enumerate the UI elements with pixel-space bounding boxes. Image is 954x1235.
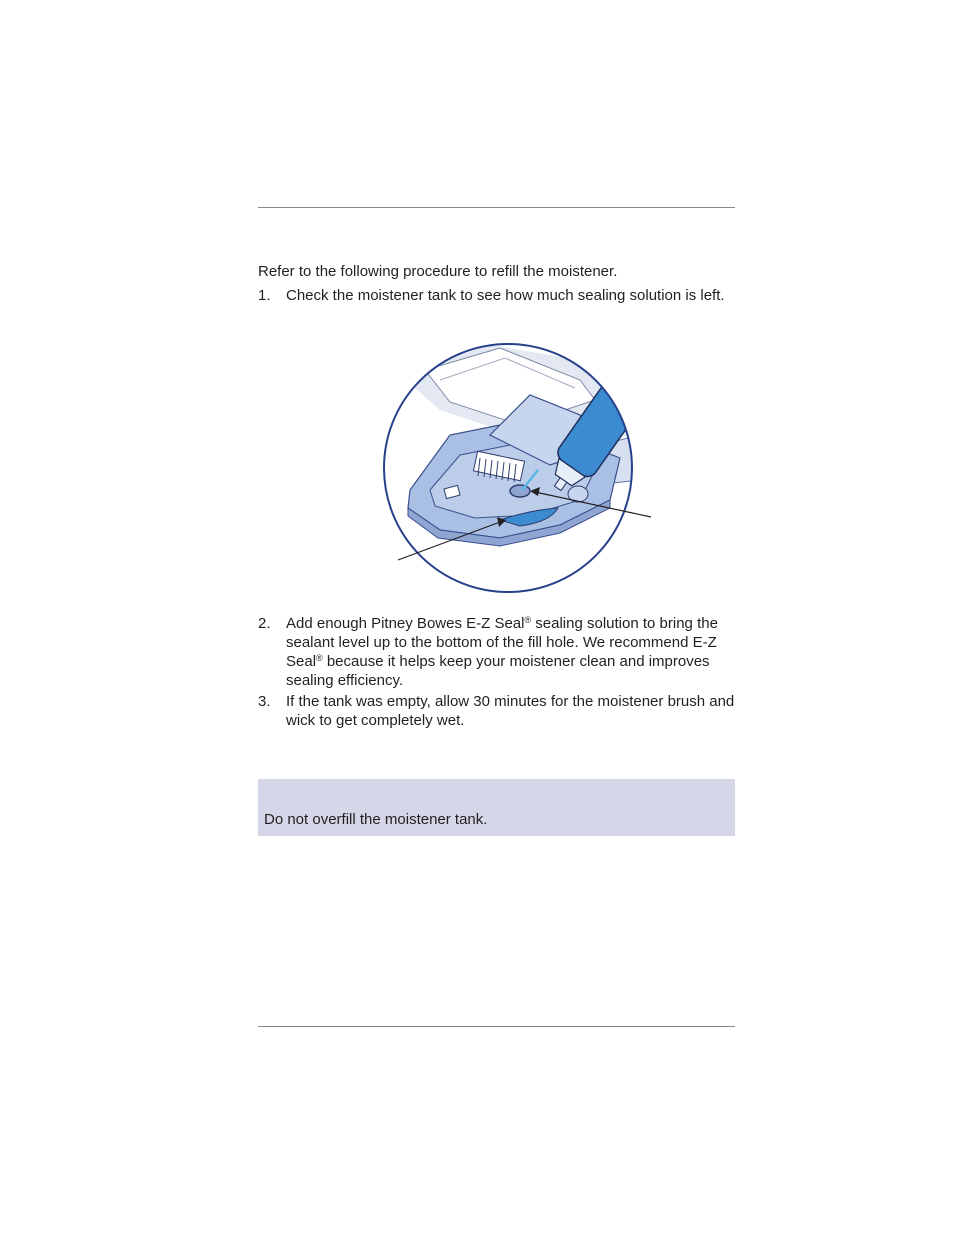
step-text: If the tank was empty, allow 30 minutes for the moistener brush and wick to get completely wet. — [286, 693, 735, 729]
step-text: Add enough Pitney Bowes E-Z Seal® sealing solution to bring the sealant level up to the bottom of the fill hole. We recommend E-Z Seal® because it helps keep your moistener clean and improves sealing efficiency. — [286, 615, 718, 689]
step-number: 1. — [258, 287, 271, 304]
caution-text: Do not overfill the moistener tank. — [264, 811, 488, 828]
header-rule — [258, 207, 735, 208]
step-number: 2. — [258, 615, 271, 632]
intro-text: Refer to the following procedure to refill the moistener. — [258, 263, 618, 280]
step-3 — [258, 692, 735, 730]
step-2 — [258, 614, 735, 690]
step-1 — [258, 286, 735, 305]
moistener-refill-illustration — [380, 340, 655, 596]
step-number: 3. — [258, 693, 271, 710]
footer-rule — [258, 1026, 735, 1027]
caution-box — [258, 779, 735, 836]
step-text: Check the moistener tank to see how much sealing solution is left. — [286, 287, 725, 304]
